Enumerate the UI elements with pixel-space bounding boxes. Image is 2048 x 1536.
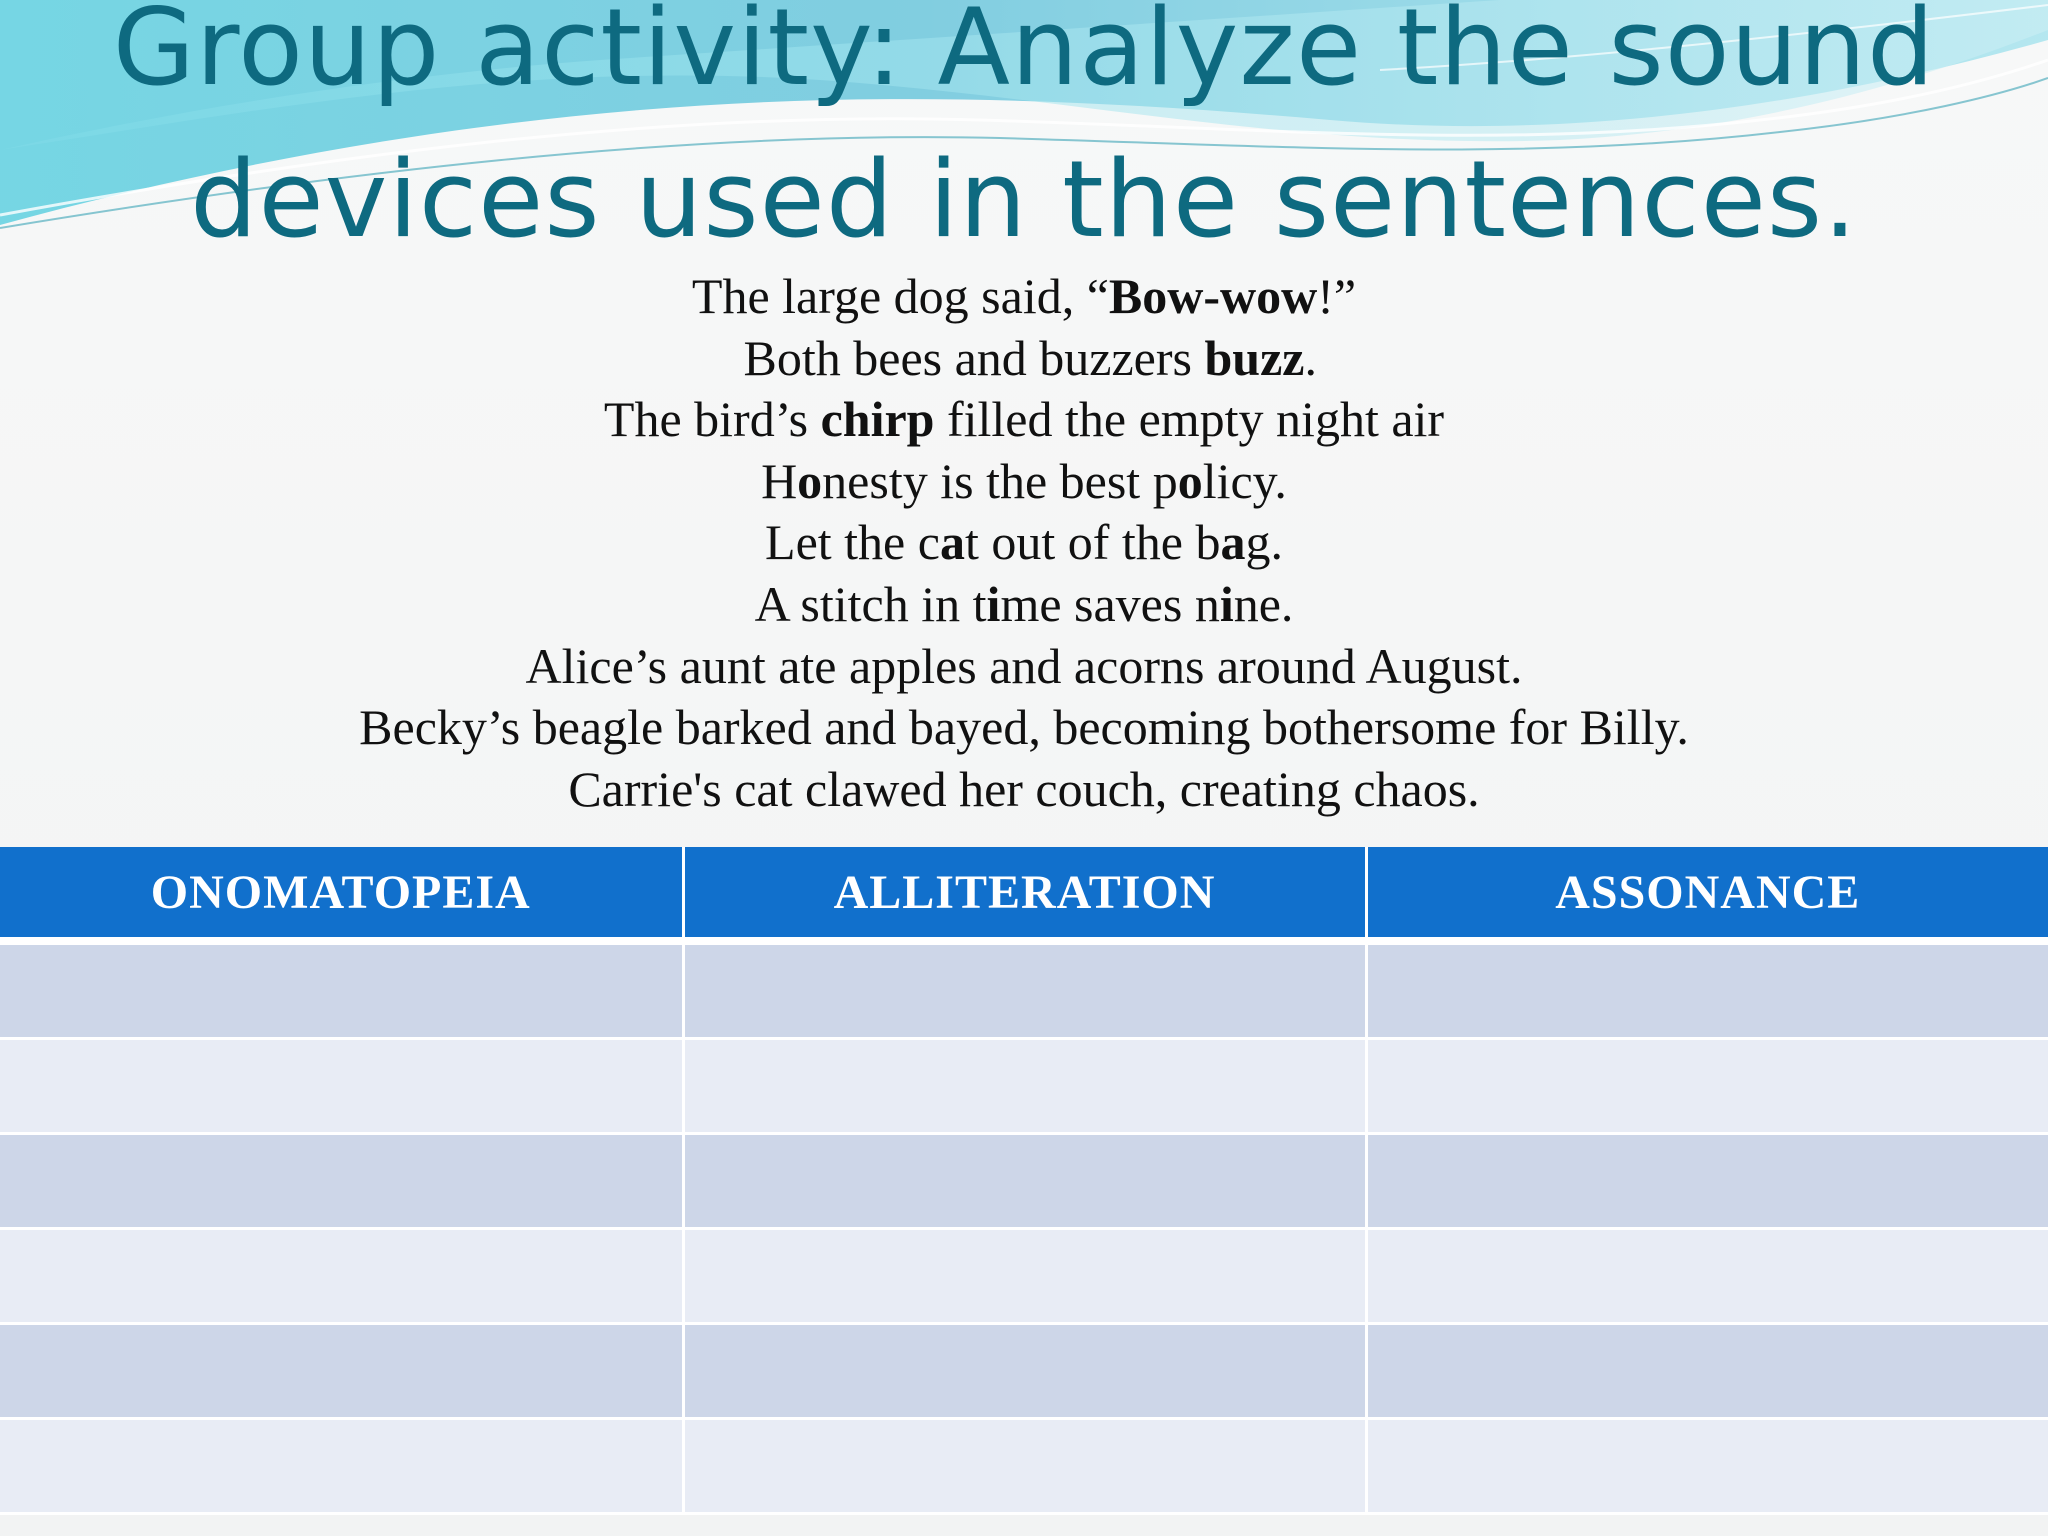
emphasized-text: o [797,452,823,509]
table-cell-assonance[interactable] [1366,1419,2048,1514]
slide-title-line-1: Group activity: Analyze the sound [112,0,1936,109]
sentence-text: filled the empty night air [934,391,1445,448]
table-cell-onomatopeia[interactable] [0,1039,683,1134]
sentence-line [0,389,2048,451]
emphasized-text: o [1177,452,1203,509]
table-row [0,1419,2048,1514]
header-assonance: ASSONANCE [1366,847,2048,941]
emphasized-text: a [939,514,965,571]
header-onomatopeia: ONOMATOPEIA [0,847,683,941]
sentence-text: ne. [1233,575,1294,632]
table-row [0,1324,2048,1419]
table-cell-alliteration[interactable] [683,1039,1366,1134]
sentence-line [0,759,2048,821]
emphasized-text: buzz [1204,329,1305,386]
sentence-text: The bird’s [603,391,821,448]
table-cell-assonance[interactable] [1366,1324,2048,1419]
table-cell-onomatopeia[interactable] [0,941,683,1039]
table-cell-assonance[interactable] [1366,941,2048,1039]
sentence-text: licy. [1202,452,1287,509]
table-cell-alliteration[interactable] [683,941,1366,1039]
sentence-text: g. [1245,514,1283,571]
sentence-text: me saves n [1000,575,1220,632]
sentence-line [0,636,2048,698]
slide-title-line-2: devices used in the sentences. [190,138,1858,261]
sentence-text: Both bees and buzzers [731,329,1205,386]
table-cell-onomatopeia[interactable] [0,1134,683,1229]
sentence-text: Carrie's cat clawed her couch, creating chaos. [568,760,1480,817]
table-cell-onomatopeia[interactable] [0,1419,683,1514]
sentence-text: . [1304,329,1317,386]
sentence-text: nesty is the best p [822,452,1178,509]
table-header-row [0,847,2048,941]
table-cell-onomatopeia[interactable] [0,1229,683,1324]
emphasized-text: a [1220,514,1246,571]
emphasized-text: chirp [820,391,935,448]
table-row [0,1229,2048,1324]
sentence-line [0,328,2048,390]
sentence-line [0,574,2048,636]
table-cell-assonance[interactable] [1366,1039,2048,1134]
table-cell-alliteration[interactable] [683,1419,1366,1514]
header-alliteration: ALLITERATION [683,847,1366,941]
sentence-text: The large dog said, “ [691,268,1109,324]
table-cell-alliteration[interactable] [683,1134,1366,1229]
table-cell-onomatopeia[interactable] [0,1324,683,1419]
emphasized-text: i [986,575,1001,632]
sentence-line [0,697,2048,759]
sentence-text: t out of the b [964,514,1221,571]
sentence-list [0,266,2048,820]
table-cell-alliteration[interactable] [683,1324,1366,1419]
sentence-text: H [761,452,798,509]
sound-devices-table [0,847,2048,1515]
table-row [0,1039,2048,1134]
sentence-line [0,451,2048,513]
table-cell-assonance[interactable] [1366,1134,2048,1229]
table-row [0,941,2048,1039]
sentence-text: Let the c [765,514,940,571]
emphasized-text: i [1219,575,1234,632]
table-row [0,1134,2048,1229]
sentence-text: Becky’s beagle barked and bayed, becoming bothersome for Billy. [359,699,1689,756]
sentence-text: !” [1317,268,1357,324]
emphasized-text: Bow-wow [1108,268,1318,324]
sentence-text: Alice’s aunt ate apples and acorns around August. [525,637,1523,694]
sentence-text: A stitch in t [754,575,987,632]
table-cell-alliteration[interactable] [683,1229,1366,1324]
sentence-line [0,512,2048,574]
slide-title [0,0,2048,276]
table-cell-assonance[interactable] [1366,1229,2048,1324]
sentence-line [0,266,2048,328]
